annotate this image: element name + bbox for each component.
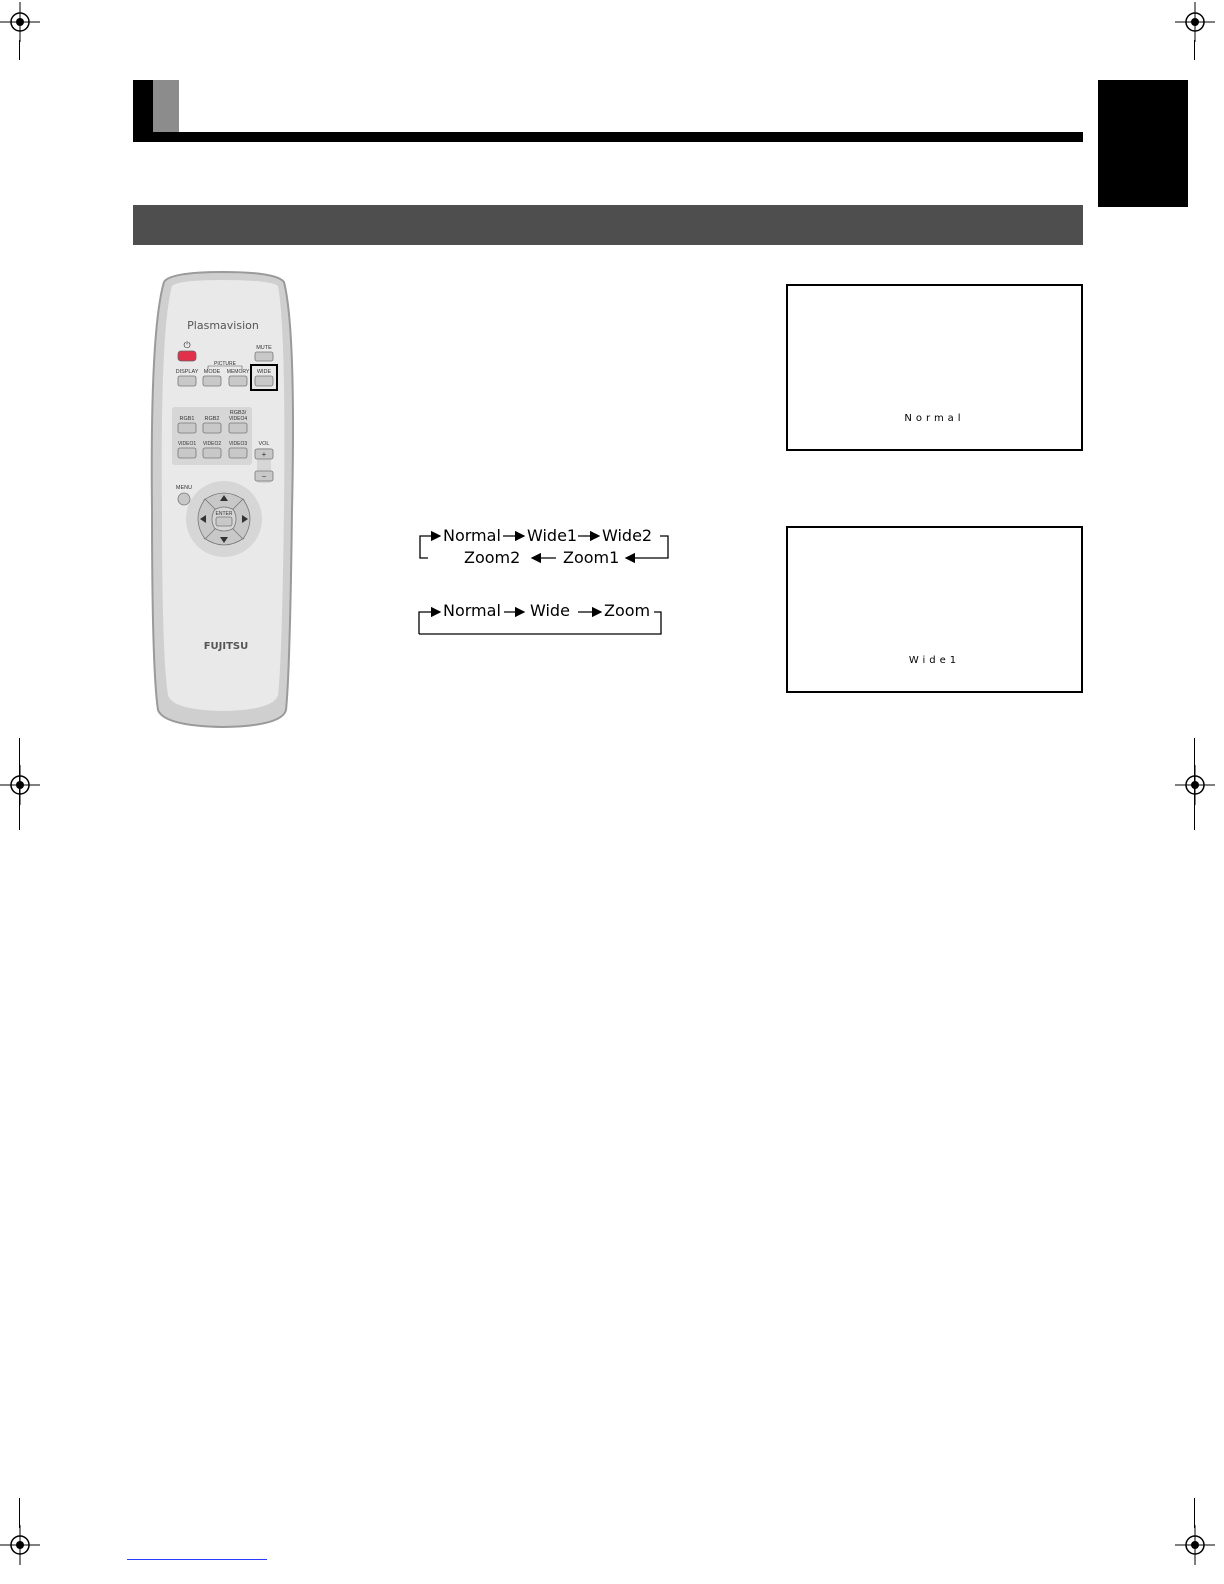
menu-button bbox=[178, 493, 190, 505]
section-heading-band bbox=[133, 205, 1083, 245]
enter-button bbox=[216, 517, 232, 526]
cycle-three-wide: Wide bbox=[530, 601, 570, 620]
svg-text:VIDEO1: VIDEO1 bbox=[177, 441, 197, 447]
registration-mark-top-left bbox=[0, 2, 40, 42]
video3-button bbox=[229, 448, 247, 458]
remote-brand-bottom: FUJITSU bbox=[203, 641, 249, 652]
crop-line-top-left bbox=[19, 40, 20, 60]
wide-mode-cycle-five bbox=[418, 526, 673, 568]
remote-control-illustration bbox=[150, 270, 296, 730]
registration-mark-mid-right bbox=[1175, 765, 1215, 805]
memory-button bbox=[229, 376, 247, 386]
svg-text:MENU: MENU bbox=[175, 485, 193, 491]
cycle-five-wide2: Wide2 bbox=[602, 526, 653, 545]
registration-mark-top-right bbox=[1175, 2, 1215, 42]
rgb3-video4-button bbox=[229, 423, 247, 433]
svg-text:+: + bbox=[261, 450, 267, 459]
registration-mark-bottom-right bbox=[1175, 1525, 1215, 1565]
mode-button bbox=[203, 376, 221, 386]
svg-text:−: − bbox=[261, 472, 267, 481]
svg-text:RGB3/: RGB3/ bbox=[229, 410, 247, 416]
svg-text:PICTURE: PICTURE bbox=[214, 361, 236, 367]
header-rule bbox=[133, 132, 1083, 142]
power-icon: ⏻ bbox=[183, 340, 191, 350]
cycle-three-normal: Normal bbox=[443, 601, 501, 620]
cycle-three-zoom: Zoom bbox=[604, 601, 651, 620]
cycle-five-zoom2: Zoom2 bbox=[464, 548, 521, 567]
screen-label-wide1: Wide1 bbox=[908, 655, 961, 666]
crop-line-bottom-right bbox=[1194, 1498, 1195, 1528]
svg-text:VIDEO4: VIDEO4 bbox=[228, 416, 248, 422]
registration-mark-mid-left bbox=[0, 765, 40, 805]
svg-text:RGB1: RGB1 bbox=[179, 416, 195, 422]
svg-text:DISPLAY: DISPLAY bbox=[175, 369, 199, 375]
display-button bbox=[178, 376, 196, 386]
video2-button bbox=[203, 448, 221, 458]
svg-text:RGB2: RGB2 bbox=[204, 416, 220, 422]
wide-mode-cycle-three bbox=[418, 602, 668, 638]
crop-line-bottom-left bbox=[19, 1498, 20, 1528]
footer-link-underline bbox=[127, 1559, 267, 1560]
cycle-five-wide1: Wide1 bbox=[527, 526, 578, 545]
crop-line-top-right bbox=[1194, 40, 1195, 60]
video1-button bbox=[178, 448, 196, 458]
registration-mark-bottom-left bbox=[0, 1525, 40, 1565]
crop-line-right bbox=[1194, 738, 1195, 830]
crop-line-left bbox=[19, 738, 20, 830]
power-button bbox=[178, 351, 196, 361]
cycle-five-normal: Normal bbox=[443, 526, 501, 545]
screen-preview-normal bbox=[786, 284, 1083, 451]
cycle-five-zoom1: Zoom1 bbox=[563, 548, 620, 567]
wide-button bbox=[255, 376, 273, 386]
svg-text:VIDEO2: VIDEO2 bbox=[202, 441, 222, 447]
svg-text:VIDEO3: VIDEO3 bbox=[228, 441, 248, 447]
svg-text:WIDE: WIDE bbox=[256, 369, 272, 375]
screen-preview-wide1 bbox=[786, 526, 1083, 693]
rgb2-button bbox=[203, 423, 221, 433]
screen-label-normal: Normal bbox=[904, 413, 965, 424]
svg-text:MODE: MODE bbox=[203, 369, 221, 375]
svg-text:VOL: VOL bbox=[258, 441, 270, 447]
chapter-side-tab bbox=[1098, 80, 1188, 207]
remote-brand-top: Plasmavision bbox=[187, 319, 259, 332]
rgb1-button bbox=[178, 423, 196, 433]
header-marker-gray bbox=[153, 80, 179, 132]
mute-button bbox=[255, 352, 273, 361]
svg-text:MUTE: MUTE bbox=[256, 345, 272, 351]
svg-text:ENTER: ENTER bbox=[215, 511, 233, 517]
svg-text:MEMORY: MEMORY bbox=[226, 369, 250, 375]
